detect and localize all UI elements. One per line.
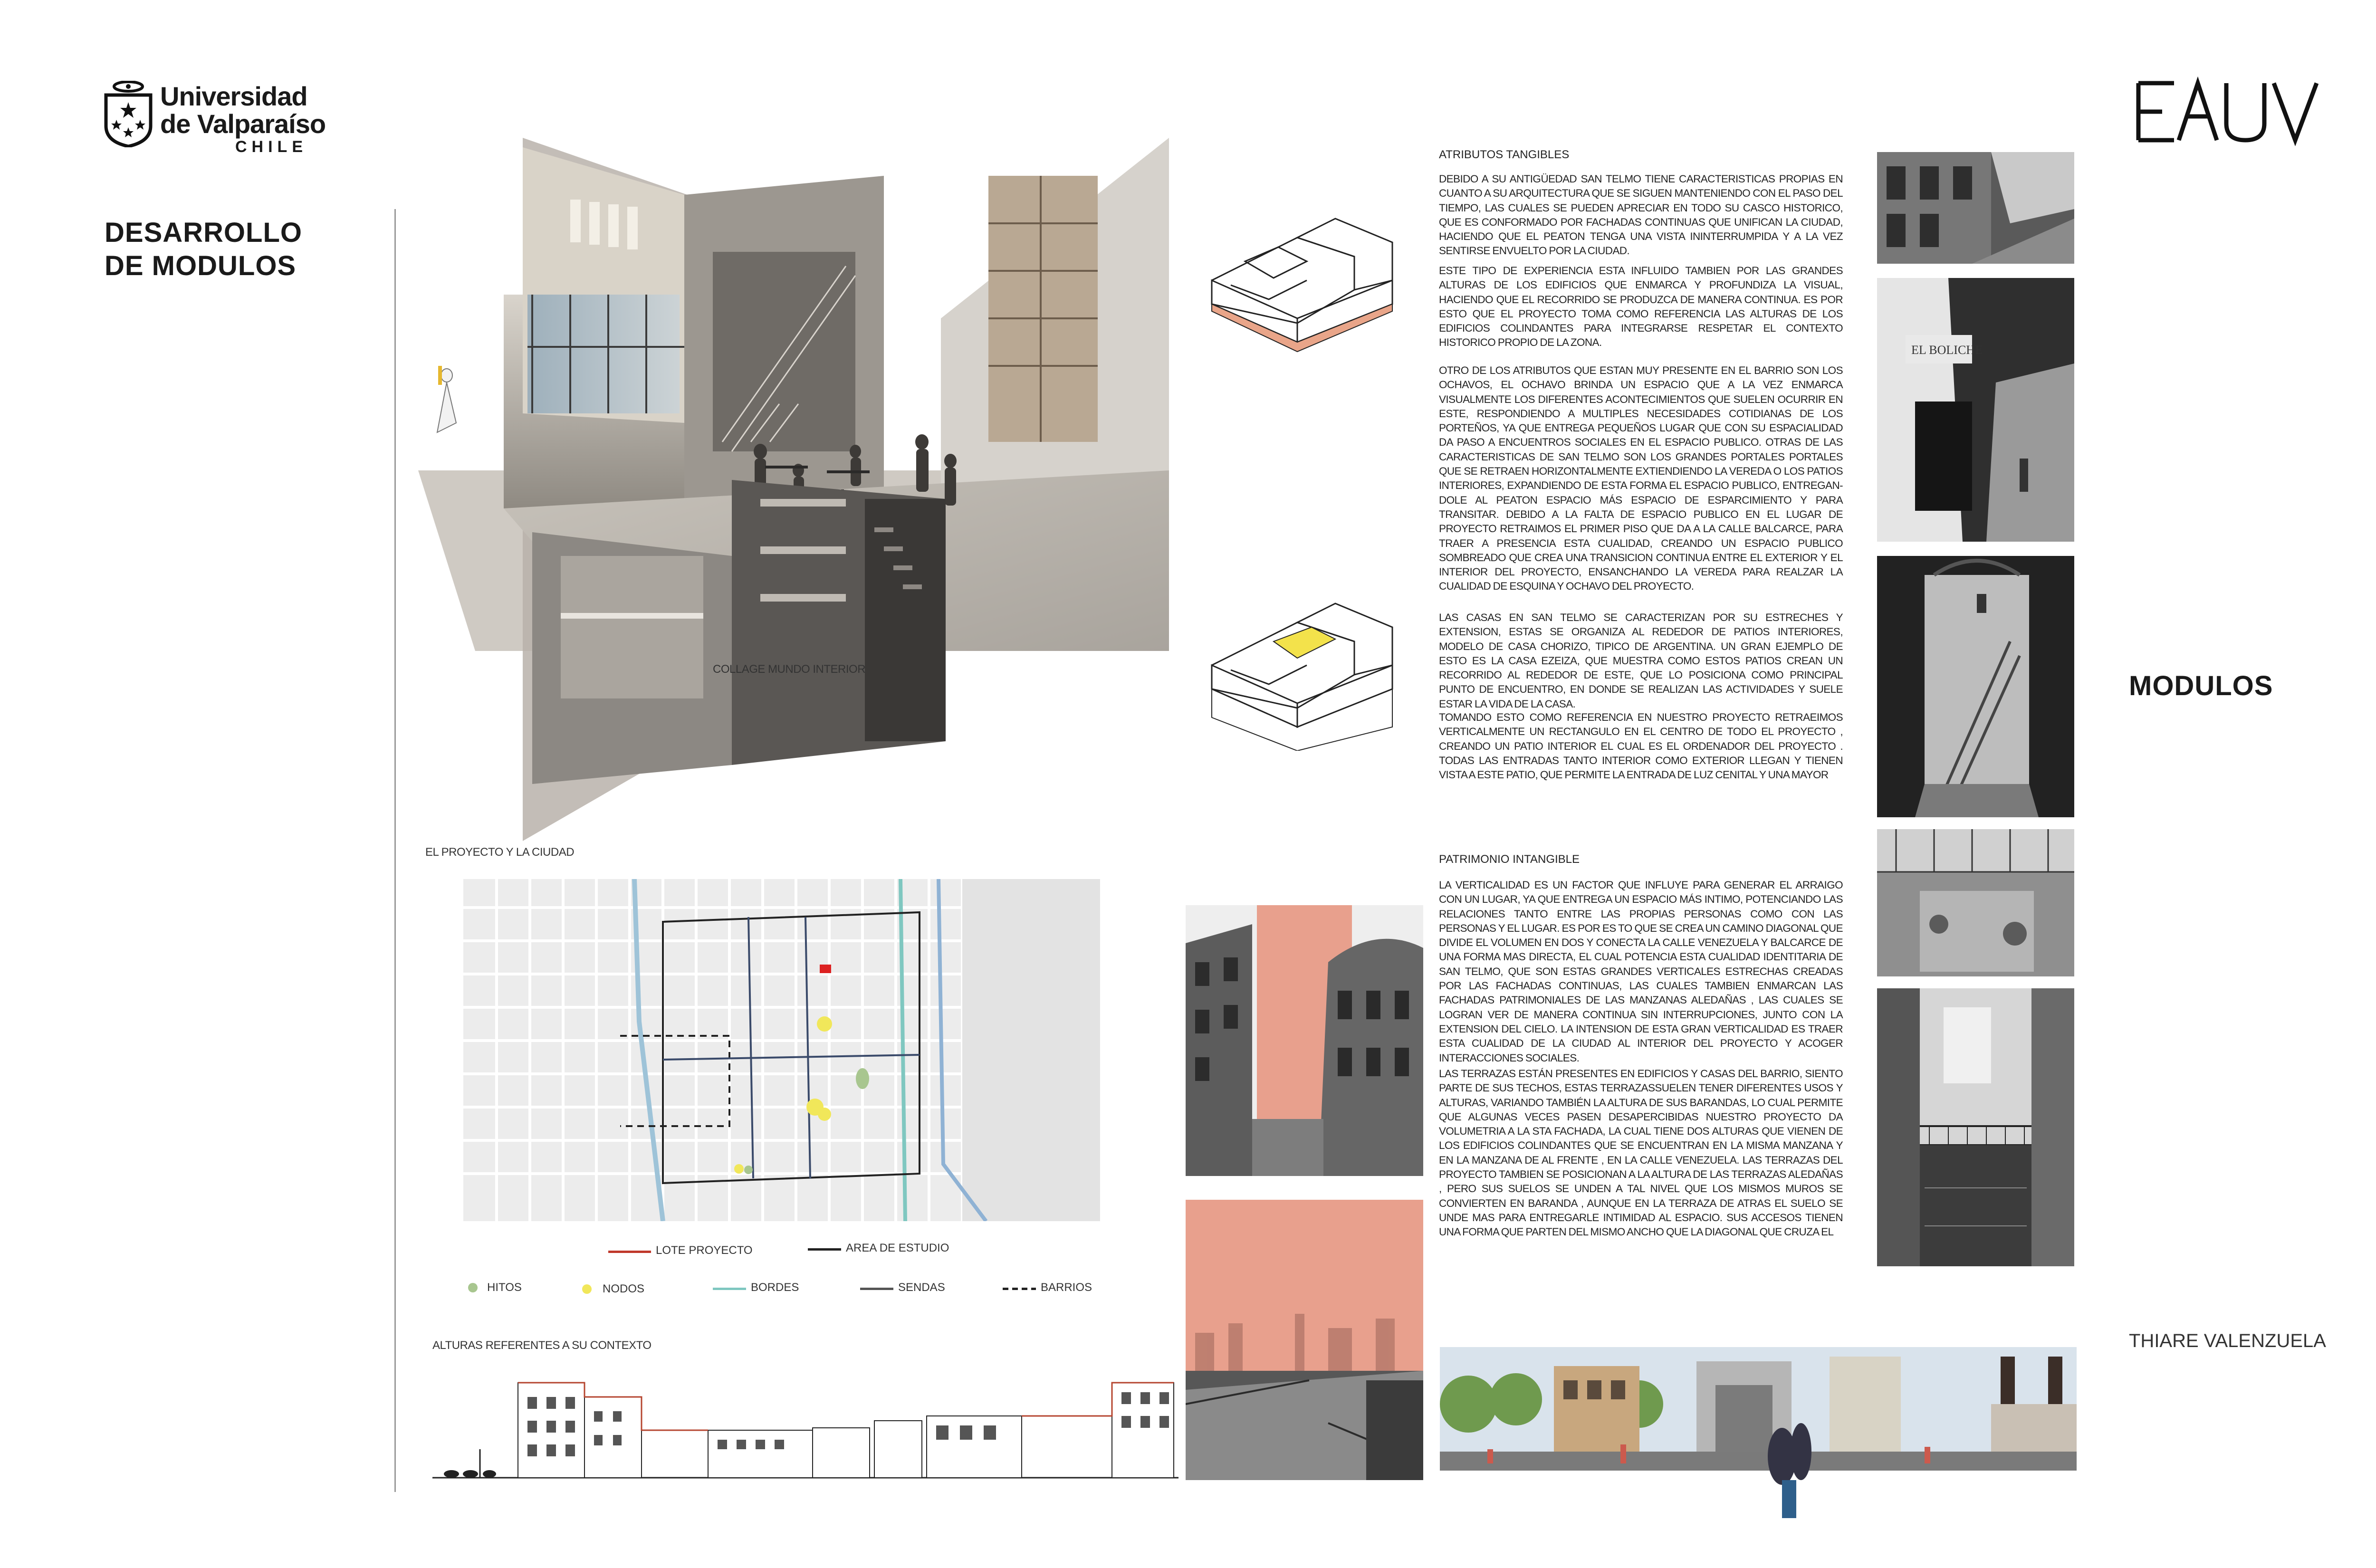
page-title: DESARROLLO DE MODULOS <box>105 217 302 281</box>
patio-stair-photo <box>1877 556 2074 817</box>
modulos-title: MODULOS <box>2129 670 2273 701</box>
university-name-line1: Universidad <box>160 81 307 111</box>
panorama-strip <box>1440 1347 2077 1518</box>
legend-sendas-line <box>860 1288 893 1290</box>
axonometric-diagram-2 <box>1202 594 1402 751</box>
terrace-photo <box>1186 1200 1423 1480</box>
verticality-photo <box>1186 905 1423 1176</box>
balcony-patio-photo <box>1877 988 2074 1266</box>
street-elevation <box>432 1368 1178 1482</box>
paragraph-1: DEBIDO A SU ANTIGÜEDAD SAN TELMO TIENE CARACTERISTICAS PROPIAS EN CUANTO A SU ARQUITECTURA QUE SE SIGUEN MANTENIENDO CON EL PASO DEL TIEMPO, LAS CUALES SE PUEDEN APRECIAR EN TODO SU CASCO HISTORICO, QUE ES CONFORMADO POR FACHADAS CONTINUAS QUE UNIFICAN LA CIUDAD, HACIENDO QUE EL PEATON TENGA UNA VISTA ININTERRUMPIDA Y A LA VEZ SENTIRSE ENVUELTO POR LA CIUDAD. <box>1439 173 1843 257</box>
legend-sendas-label: SENDAS <box>898 1281 945 1294</box>
legend-bordes-line <box>713 1288 746 1290</box>
courtyard-photo <box>1877 829 2074 976</box>
paragraph-6: LA VERTICALIDAD ES UN FACTOR QUE INFLUYE PARA GENERAR EL ARRAIGO CON UN LUGAR, YA QUE ENTREGA UN ESPACIO MÁS INTIMO, POTENCIANDO LAS RELACIONES TANTO ENTRE LAS PROPIAS PERSONAS COMO CON LAS PERSONAS Y EL LUGAR. ES POR ES TO QUE SE CREA UN CAMINO DIAGONAL QUE DIVIDE EL VOLUMEN EN DOS Y CONECTA LA CALLE VENEZUELA Y BALCARCE DE UNA FORMA MAS DIRECTA, EL CUAL POTENCIA ESTA CUALIDAD IDENTITARIA DE SAN TELMO, QUE SON ESTAS GRANDES VERTICALES ESTRECHAS CREADAS POR LAS FACHADAS CONTINUAS, LAS CUALES TAMBIEN ENMARCAN LAS FACHADAS PATRIMONIALES DE LAS MANZANAS ALEDAÑAS , LAS CUALES SE LOGRAN VER DE MANERA CONTINUA SIN INTERRUPCIONES, JUNTO CON LA EXTENSION DEL CIELO. LA INTENSION DE ESTA GRAN VERTICALIDAD ES TRAER ESTA CUALIDAD DE LA CIUDAD AL INTERIOR DEL PROYECTO Y ACOGER INTERACCIONES SOCIALES. <box>1439 879 1843 1064</box>
paragraph-2: ESTE TIPO DE EXPERIENCIA ESTA INFLUIDO TAMBIEN POR LAS GRANDES ALTURAS DE LOS EDIFICIOS QUE ENMARCA Y PROFUNDIZA LA VISUAL, HACIENDO QUE EL RECORRIDO SE PRODUZCA DE MANERA CONTINUA. ES POR ESTO QUE EL PROYECTO TOMA COMO REFERENCIA LAS ALTURAS DE LOS EDIFICIOS COLINDANTES PARA INTEGRARSE RESPETAR EL CONTEXTO HISTORICO PROPIO DE LA ZONA. <box>1439 265 1843 349</box>
university-country: CHILE <box>235 138 307 156</box>
axonometric-diagram-1 <box>1202 209 1402 366</box>
el-boliche-photo <box>1877 278 2074 542</box>
eauv-logo <box>2129 76 2328 147</box>
collage-caption: COLLAGE MUNDO INTERIOR <box>713 663 866 676</box>
legend-bordes-label: BORDES <box>751 1281 799 1294</box>
city-map <box>463 879 1100 1221</box>
elevation-title: ALTURAS REFERENTES A SU CONTEXTO <box>432 1339 651 1352</box>
section-title-patrimonio: PATRIMONIO INTANGIBLE <box>1439 853 1580 866</box>
legend-barrios-label: BARRIOS <box>1041 1281 1092 1294</box>
university-logo <box>102 62 326 157</box>
legend-nodos-dot <box>582 1284 592 1294</box>
university-shield-icon <box>102 81 154 147</box>
legend-area-line <box>808 1248 841 1251</box>
paragraph-7: LAS TERRAZAS ESTÁN PRESENTES EN EDIFICIOS Y CASAS DEL BARRIO, SIENTO PARTE DE SUS TECHOS, ESTAS TERRAZASSUELEN TENER DIFERENTES USOS Y ALTURAS, VARIANDO TAMBIÉN LA ALTURA DE SUS BARANDAS, LO CUAL PERMITE QUE ALGUNAS VECES PASEN DESAPERCIBIDAS NUESTRO PROYECTO DA VOLUMETRIA A LA STA FACHADA, LA CUAL TIENE DOS ALTURAS QUE VIENEN DE LOS EDIFICIOS COLINDANTES QUE SE ENCUENTRAN EN LA MISMA MANZANA Y EN LA MANZANA DE AL FRENTE , EN LA CALLE VENEZUELA. LAS TERRAZAS DEL PROYECTO TAMBIEN SE POSICIONAN A LA ALTURA DE LAS TERRAZAS ALEDAÑAS , PERO SUS SUELOS SE UNDEN A TAL NIVEL QUE LOS MISMOS MUROS SE CONVIERTEN EN BARANDA , AUNQUE EN LA TERRAZA DE ATRAS EL SUELO SE UNDE MAS PARA ENTREGARLE INTIMIDAD AL ESPACIO. SUS ACCESOS TIENEN UNA FORMA QUE PARTEN DEL MISMO ANCHO QUE LA DIAGONAL QUE CRUZA EL <box>1439 1068 1843 1238</box>
paragraph-5: TOMANDO ESTO COMO REFERENCIA EN NUESTRO PROYECTO RETRAEIMOS VERTICALMENTE UN RECTANGULO EN EL CENTRO DE TODO EL PROYECTO , CREANDO UN PATIO INTERIOR EL CUAL ES EL ORDENADOR DEL PROYECTO . TODAS LAS ENTRADAS TANTO INTERIOR COMO EXTERIOR LLEGAN Y TIENEN VISTA A ESTE PATIO, QUE PERMITE LA ENTRADA DE LUZ CENITAL Y UNA MAYOR <box>1439 711 1843 781</box>
paragraph-4: LAS CASAS EN SAN TELMO SE CARACTERIZAN POR SU ESTRECHES Y EXTENSION, ESTAS SE ORGANIZA AL REDEDOR DE PATIOS INTERIORES, MODELO DE CASA CHORIZO, TIPICO DE ARGENTINA. UN GRAN EJEMPLO DE ESTO ES LA CASA EZEIZA, QUE MUESTRA COMO ESTOS PATIOS CREAN UN RECORRIDO AL REDEDOR DE ESTE, QUE LO POSICIONA COMO PRINCIPAL PUNTO DE ENCUENTRO, EN DONDE SE REALIZAN LAS ACTIVIDADES Y SUELE ESTAR LA VIDA DE LA CASA. <box>1439 612 1843 710</box>
author-name: THIARE VALENZUELA <box>2129 1330 2326 1351</box>
legend-hitos-dot <box>468 1283 478 1292</box>
paragraph-3: OTRO DE LOS ATRIBUTOS QUE ESTAN MUY PRESENTE EN EL BARRIO SON LOS OCHAVOS, EL OCHAVO BRINDA UN ESPACIO QUE A LA VEZ ENMARCA VISUALMENTE LOS DIFERENTES ACONTECIMIENTOS QUE SUELEN OCURRIR EN ESTE, RESPONDIENDO A MULTIPLES NECESIDADES COTIDIANAS DE LOS PORTEÑOS, YA QUE ENTREGA PEQUEÑOS LUGAR QUE CON SU ESPACIALIDAD DA PASO A ENCUENTROS SOCIALES EN EL ESPACIO PUBLICO. OTRAS DE LAS CARACTERISTICAS DE SAN TELMO SON LOS GRANDES PORTALES PORTALES QUE SE RETRAEN HORIZONTALMENTE EXTIENDIENDO LA VEREDA O LOS PATIOS INTERIORES, EXPANDIENDO DE ESTA FORMA EL ESPACIO PUBLICO, ENTREGAN-DOLE AL PEATON ESPACIO MÁS ESPACIO DE ESPARCIMIENTO Y PARA TRANSITAR. DEBIDO A LA FALTA DE ESPACIO PUBLICO EN EL LUGAR DE PROYECTO RETRAIMOS EL PRIMER PISO QUE DA A LA CALLE BALCARCE, PARA TRAER A PRESENCIA ESTA CUALIDAD, CREANDO UN ESPACIO PUBLICO SOMBREADO QUE CREA UNA TRANSICION CONTINUA ENTRE EL EXTERIOR Y EL INTERIOR DEL PROYECTO, ENSANCHANDO LA VEREDA PARA REALZAR LA CUALIDAD DE ESQUINA Y OCHAVO DEL PROYECTO. <box>1439 364 1843 593</box>
vertical-divider <box>394 209 396 1492</box>
street-photo <box>1877 152 2074 264</box>
section-title-atributos: ATRIBUTOS TANGIBLES <box>1439 148 1570 161</box>
university-name-line2: de Valparaíso <box>160 109 326 139</box>
legend-lote-line <box>608 1251 651 1253</box>
legend-hitos-label: HITOS <box>487 1281 522 1294</box>
interior-collage <box>418 138 1178 841</box>
legend-nodos-label: NODOS <box>603 1282 645 1295</box>
legend-lote-label: LOTE PROYECTO <box>656 1244 753 1257</box>
svg-text:EL BOLICHE: EL BOLICHE <box>1911 343 1983 357</box>
legend-barrios-line <box>1003 1288 1036 1290</box>
legend-area-label: AREA DE ESTUDIO <box>846 1242 949 1254</box>
map-section-title: EL PROYECTO Y LA CIUDAD <box>425 846 575 859</box>
